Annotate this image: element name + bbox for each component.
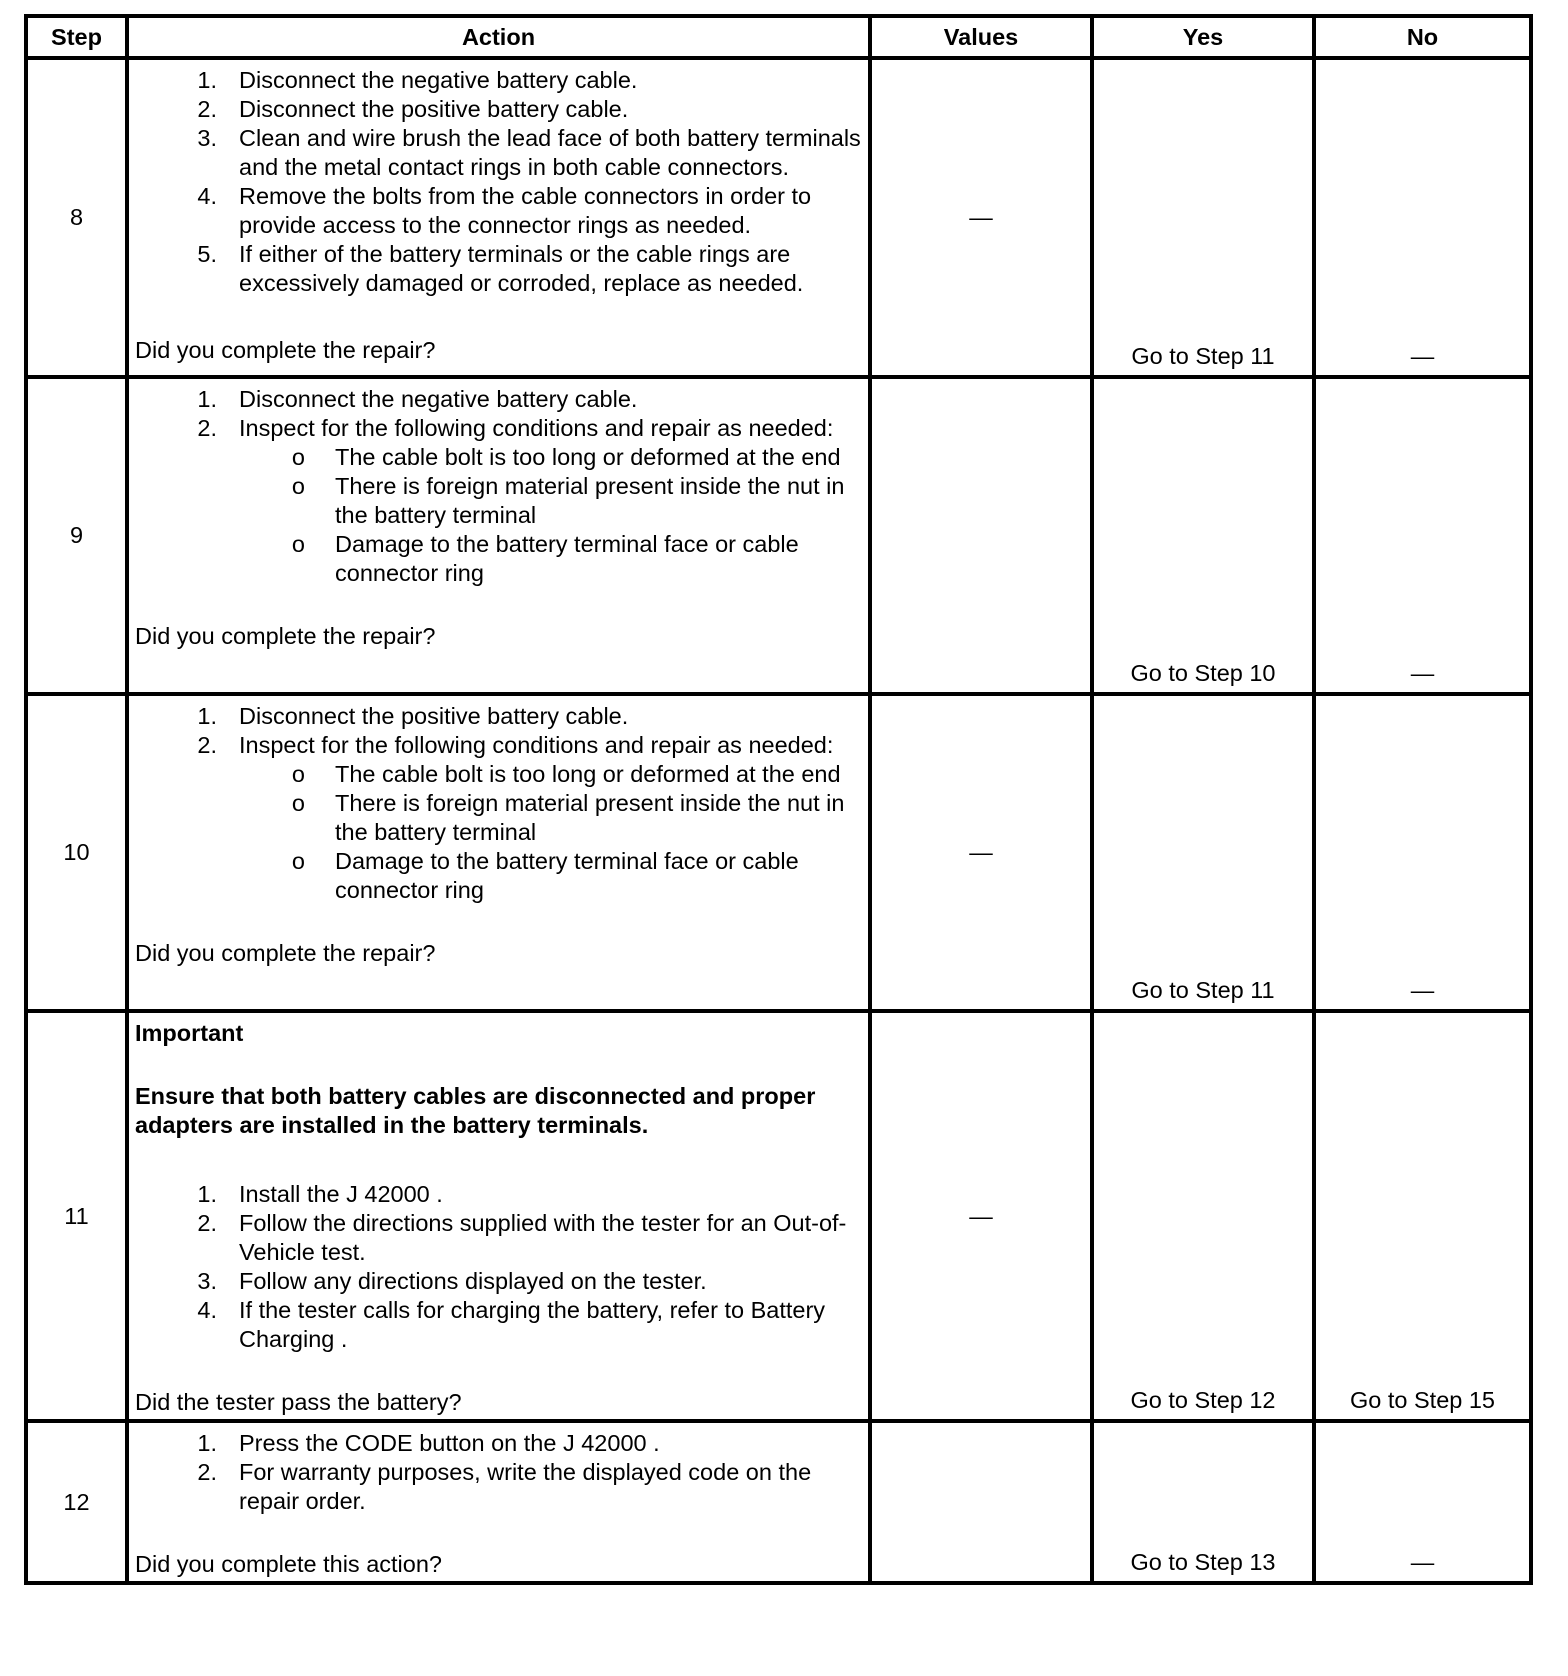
step-number: 8 <box>26 58 127 377</box>
bullet-item: o The cable bolt is too long or deformed at the end <box>291 444 841 470</box>
list-item: 3. Follow any directions displayed on the tester. <box>197 1268 707 1294</box>
list-item: 1. Disconnect the negative battery cable. <box>197 67 638 93</box>
list-item: 4. If the tester calls for charging the battery, refer to Battery Charging . <box>197 1297 826 1352</box>
table-row <box>26 58 1531 377</box>
question-text: Did you complete the repair? <box>135 337 436 363</box>
question-text: Did you complete this action? <box>135 1551 442 1577</box>
no-cell: — <box>1314 58 1531 377</box>
action-cell <box>127 1421 870 1583</box>
action-cell <box>127 58 870 377</box>
question-text: Did you complete the repair? <box>135 623 436 649</box>
step-number: 12 <box>26 1421 127 1583</box>
step-number: 11 <box>26 1011 127 1421</box>
numbered-list <box>135 702 864 760</box>
header-yes: Yes <box>1092 16 1314 58</box>
list-item: 1. Press the CODE button on the J 42000 . <box>197 1430 660 1456</box>
values-cell: — <box>870 1011 1092 1421</box>
table-row <box>26 694 1531 1011</box>
list-item: 3. Clean and wire brush the lead face of both battery terminals and the metal contact rings in both cable connectors. <box>197 125 861 180</box>
list-item: 2. Disconnect the positive battery cable. <box>197 96 629 122</box>
action-cell <box>127 694 870 1011</box>
list-item: 4. Remove the bolts from the cable connectors in order to provide access to the connector rings as needed. <box>197 183 812 238</box>
header-row <box>26 16 1531 58</box>
list-item: 1. Install the J 42000 . <box>197 1181 443 1207</box>
list-item: 2. For warranty purposes, write the displayed code on the repair order. <box>197 1459 812 1514</box>
step-number: 9 <box>26 377 127 694</box>
bullet-item: o There is foreign material present inside the nut in the battery terminal <box>291 790 845 845</box>
header-no: No <box>1314 16 1531 58</box>
numbered-list <box>135 385 864 443</box>
no-cell: Go to Step 15 <box>1314 1011 1531 1421</box>
yes-cell: Go to Step 12 <box>1092 1011 1314 1421</box>
question-text: Did the tester pass the battery? <box>135 1389 462 1415</box>
bullet-item: o The cable bolt is too long or deformed at the end <box>291 761 841 787</box>
bullet-item: o Damage to the battery terminal face or cable connector ring <box>291 848 799 903</box>
step-number: 10 <box>26 694 127 1011</box>
diagnostic-table <box>24 14 1533 1585</box>
bullet-item: o Damage to the battery terminal face or cable connector ring <box>291 531 799 586</box>
list-item: 1. Disconnect the negative battery cable. <box>197 386 638 412</box>
action-cell <box>127 377 870 694</box>
bullet-item: o There is foreign material present inside the nut in the battery terminal <box>291 473 845 528</box>
no-cell: — <box>1314 694 1531 1011</box>
table-row <box>26 1421 1531 1583</box>
numbered-list <box>135 1180 864 1354</box>
table-row <box>26 377 1531 694</box>
values-cell: — <box>870 58 1092 377</box>
list-item: 2. Inspect for the following conditions and repair as needed: <box>197 415 834 441</box>
action-cell <box>127 1011 870 1421</box>
yes-cell: Go to Step 13 <box>1092 1421 1314 1583</box>
values-cell <box>870 377 1092 694</box>
numbered-list <box>135 66 864 298</box>
header-step: Step <box>26 16 127 58</box>
list-item: 2. Follow the directions supplied with the tester for an Out-of-Vehicle test. <box>197 1210 847 1265</box>
list-item: 5. If either of the battery terminals or the cable rings are excessively damaged or corroded, replace as needed. <box>197 241 804 296</box>
question-text: Did you complete the repair? <box>135 940 436 966</box>
bullet-list <box>135 443 864 588</box>
table-row <box>26 1011 1531 1421</box>
important-note: Ensure that both battery cables are disconnected and proper adapters are installed in the battery terminals. <box>135 1083 816 1138</box>
numbered-list <box>135 1429 864 1516</box>
yes-cell: Go to Step 11 <box>1092 58 1314 377</box>
header-action: Action <box>127 16 870 58</box>
list-item: 2. Inspect for the following conditions and repair as needed: <box>197 732 834 758</box>
values-cell: — <box>870 694 1092 1011</box>
header-values: Values <box>870 16 1092 58</box>
no-cell: — <box>1314 1421 1531 1583</box>
no-cell: — <box>1314 377 1531 694</box>
values-cell <box>870 1421 1092 1583</box>
bullet-list <box>135 760 864 905</box>
important-heading: Important <box>135 1020 244 1046</box>
list-item: 1. Disconnect the positive battery cable. <box>197 703 629 729</box>
yes-cell: Go to Step 10 <box>1092 377 1314 694</box>
yes-cell: Go to Step 11 <box>1092 694 1314 1011</box>
